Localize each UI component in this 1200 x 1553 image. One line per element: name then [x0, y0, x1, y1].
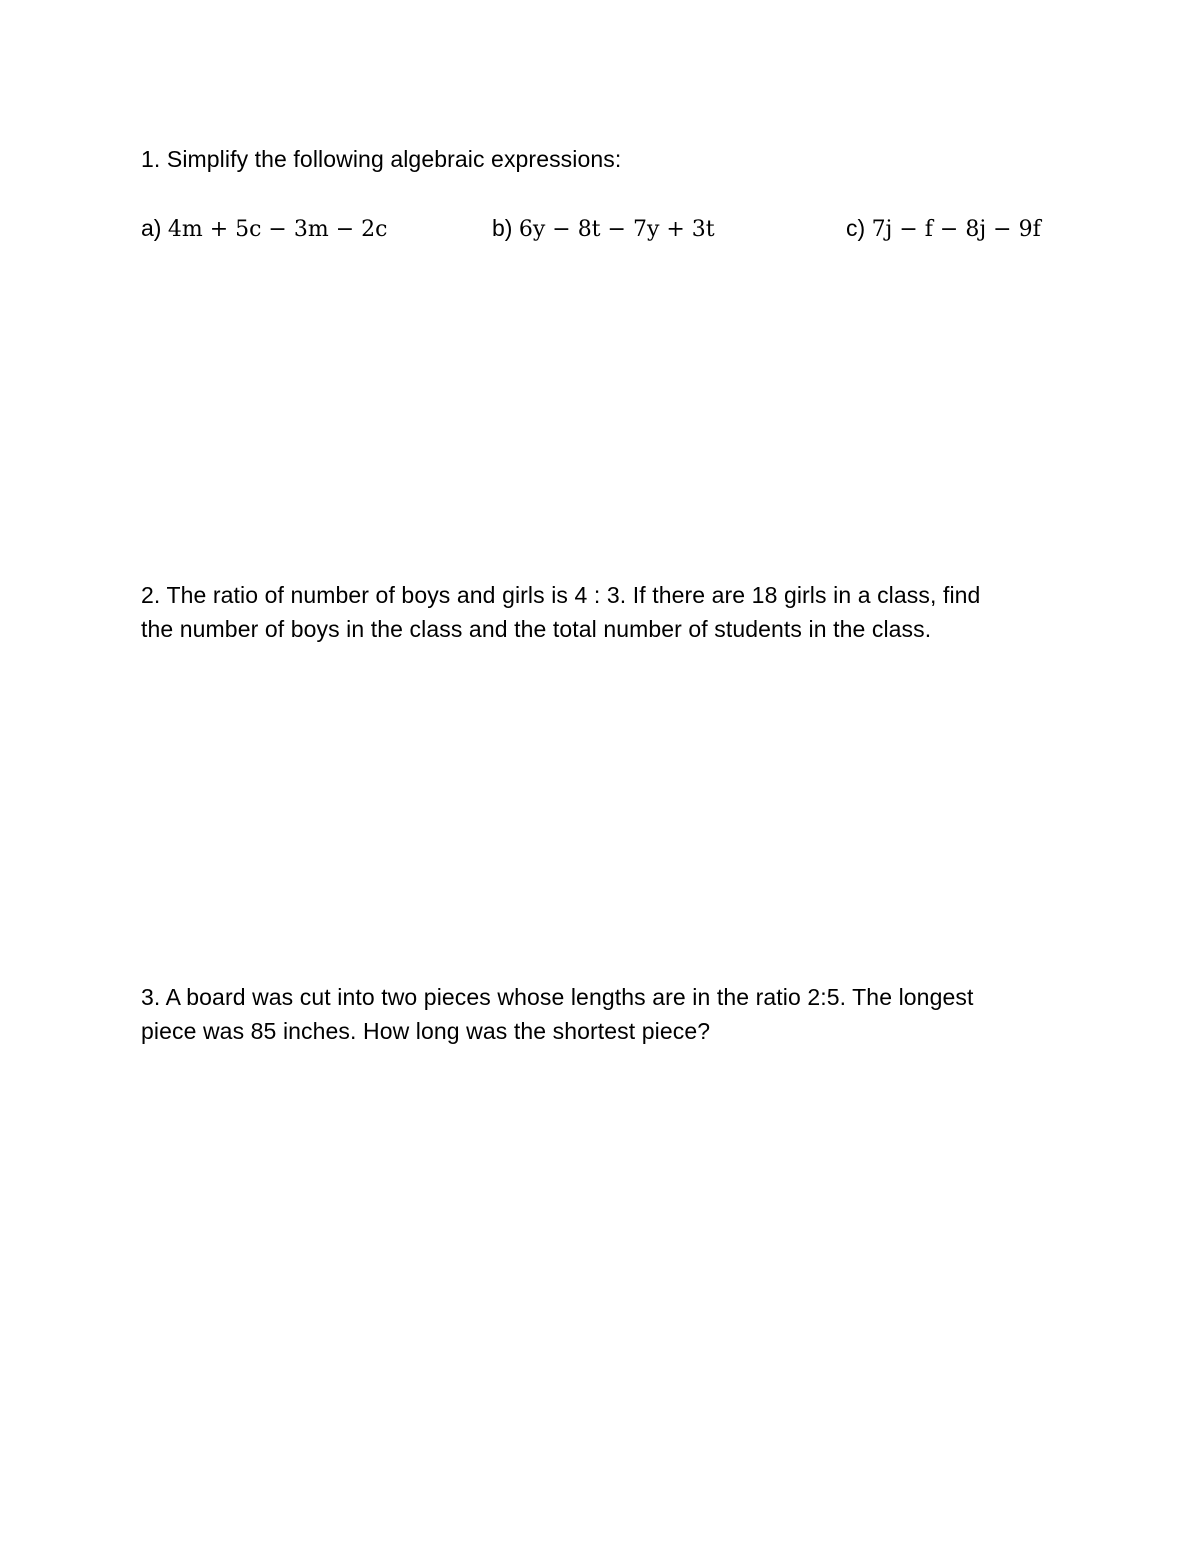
- part-b-expression: 6y − 8t − 7y + 3t: [518, 217, 715, 242]
- part-a-label: a): [141, 215, 168, 241]
- part-a-expression: 4m + 5c − 3m − 2c: [167, 217, 388, 242]
- question-1-part-b: [492, 211, 715, 247]
- part-c-label: c): [846, 215, 872, 241]
- question-3-line-1: 3. A board was cut into two pieces whose lengths are in the ratio 2:5. The longest: [141, 984, 974, 1010]
- question-1-heading: 1. Simplify the following algebraic expressions:: [141, 146, 622, 172]
- question-2-line-2: the number of boys in the class and the total number of students in the class.: [141, 616, 932, 642]
- question-1-part-a: [141, 211, 387, 247]
- part-c-expression: 7j − f − 8j − 9f: [871, 217, 1041, 242]
- question-2-line-1: 2. The ratio of number of boys and girls is 4 : 3. If there are 18 girls in a class, find: [141, 582, 981, 608]
- question-3-line-2: piece was 85 inches. How long was the shortest piece?: [141, 1018, 711, 1044]
- part-b-label: b): [492, 215, 519, 241]
- question-1-part-c: [846, 211, 1041, 247]
